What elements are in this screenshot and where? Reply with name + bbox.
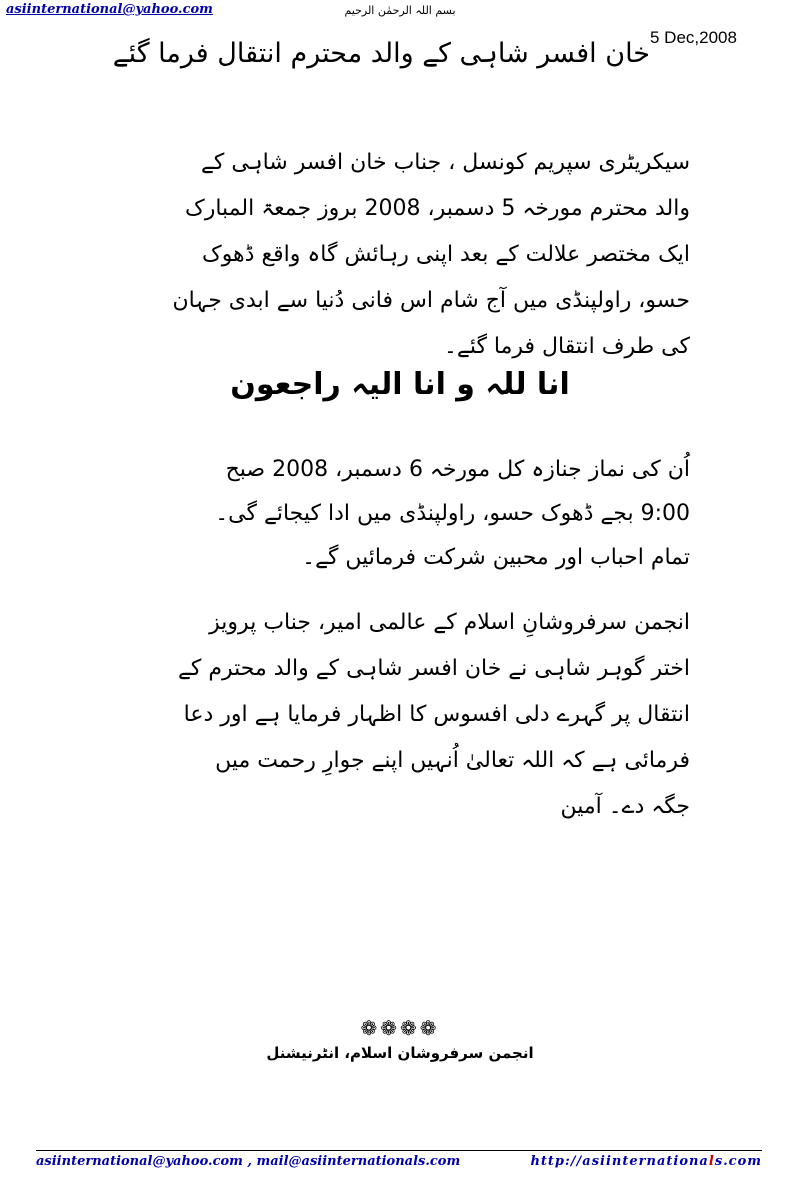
date-label: 5 Dec,2008 [650,28,737,47]
footer-emails[interactable]: asiinternational@yahoo.com , mail@asiinternationals.com [36,1154,461,1169]
header-email-link[interactable]: asiinternational@yahoo.com [6,2,213,17]
url-prefix: http://asiinternationa [530,1154,709,1169]
url-highlight: l [708,1154,715,1169]
organization-signature: انجمن سرفروشان اسلام، انٹرنیشنل [266,1044,534,1062]
footer-divider [36,1150,762,1151]
paragraph-announcement: سیکریٹری سپریم کونسل ، جناب خان افسر شاہی کے والد محترم مورخہ 5 دسمبر، 2008 بروز جمعۃ المبارک ایک مختصر علالت کے بعد اپنی رہائش گاہ واقع ڈھوک حسو، راولپنڈی میں آج شام اس فانی دُنیا سے ابدی جہان کی طرف انتقال فرما گئے۔ [172,150,690,359]
inna-lillah-heading: انا للہ و انا الیہ راجعون [230,367,570,402]
paragraph-funeral: اُن کی نماز جنازہ کل مورخہ 6 دسمبر، 2008 صبح 9:00 بجے ڈھوک حسو، راولپنڈی میں ادا کیجائے گی۔ تمام احباب اور محبین شرکت فرمائیں گے۔ [215,457,690,570]
article-title: خان افسر شاہی کے والد محترم انتقال فرما گئے [112,38,650,69]
url-suffix: s.com [714,1154,762,1169]
footer-website-link[interactable] [520,1154,762,1169]
ornament-stars: ❁❁❁❁ [360,1016,440,1040]
bismillah-text: بسم اللہ الرحمٰن الرحیم [344,4,456,17]
paragraph-condolence: انجمن سرفروشانِ اسلام کے عالمی امیر، جناب پرویز اختر گوہر شاہی نے خان افسر شاہی کے والد محترم کے انتقال پر گہرے دلی افسوس کا اظہار فرمایا ہے اور دعا فرمائی ہے کہ اللہ تعالیٰ اُنہیں اپنے جوارِ رحمت میں جگہ دے۔ آمین [178,610,690,819]
